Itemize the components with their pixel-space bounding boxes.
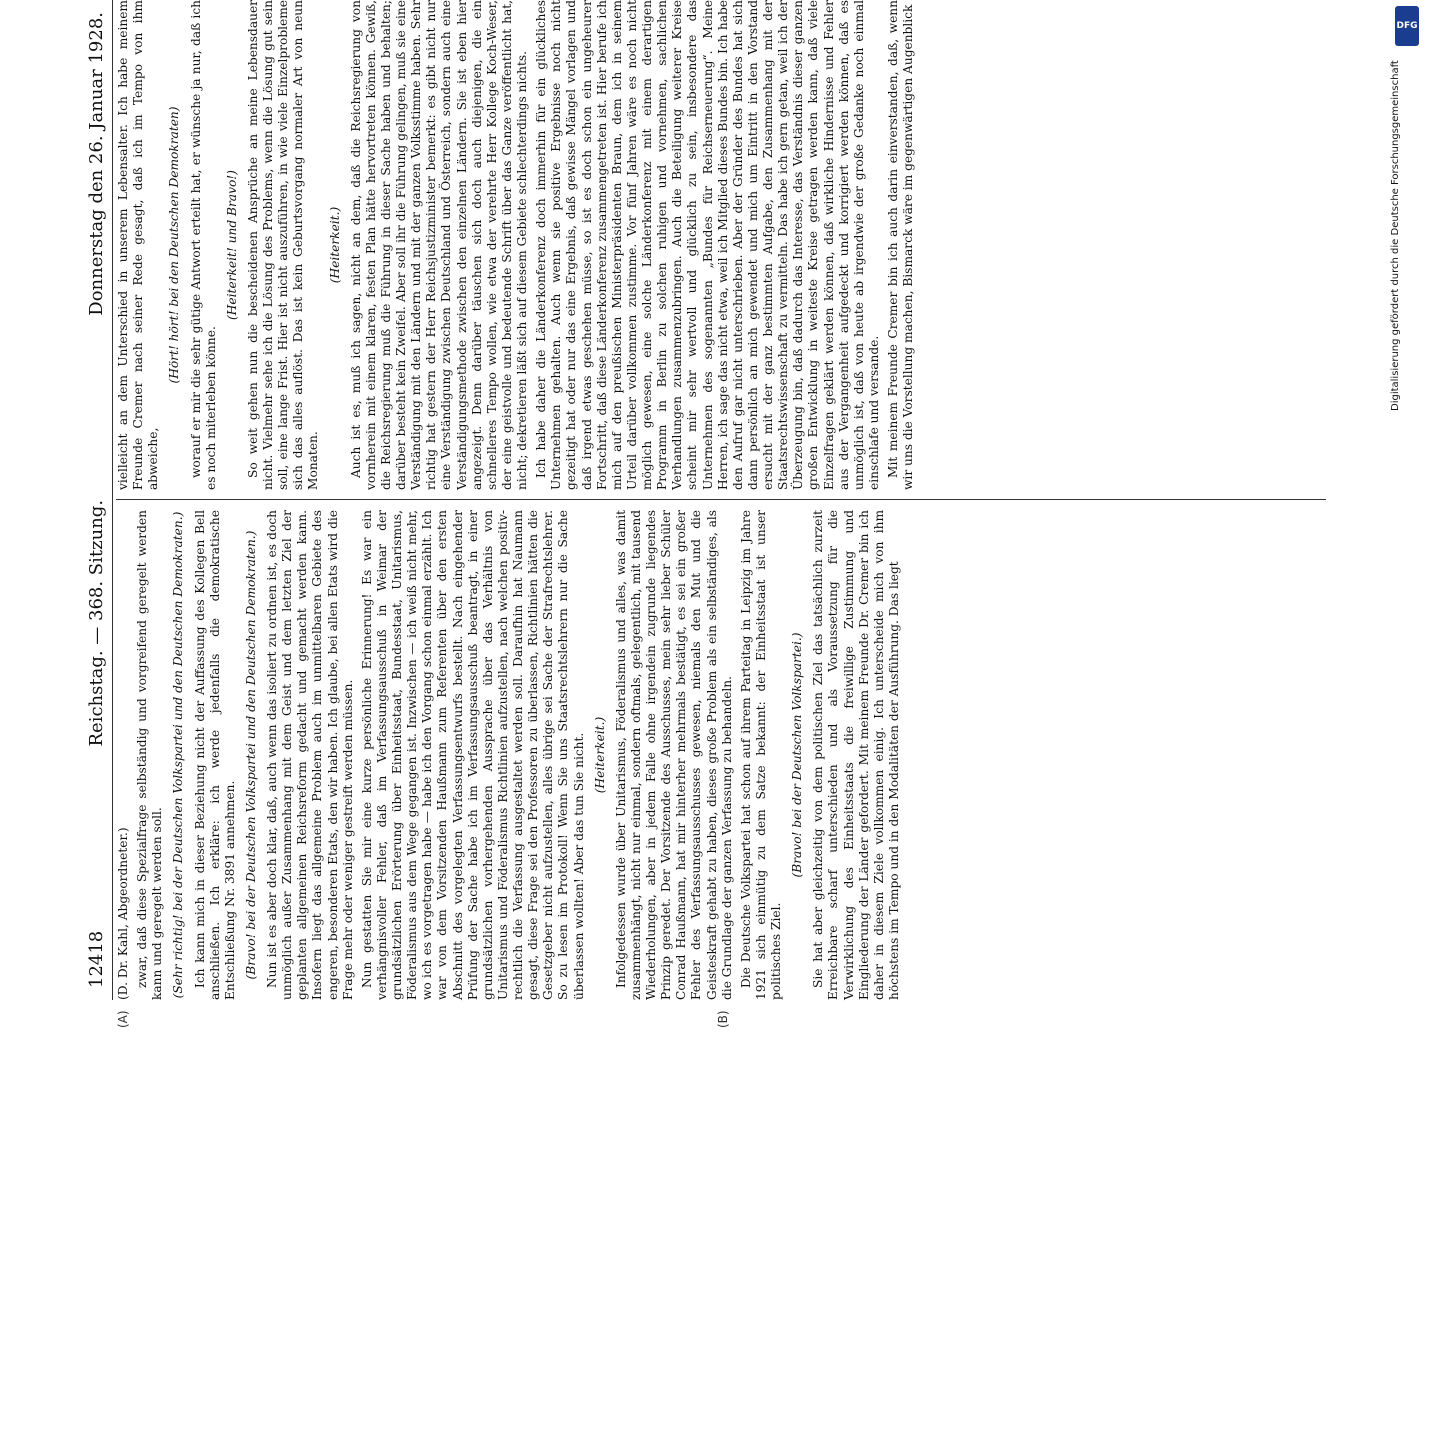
column-divider [116,499,1326,500]
margin-marker-a: (A) [116,1010,130,1028]
paragraph: Nun ist es aber doch klar, daß, auch wenn das isoliert zu ordnen ist, es doch unmöglich außer Zusammenhang mit dem Geist und dem letzten Ziel der geplanten allgemeinen Reichsreform gedacht und gemacht werden kann. Insofern liegt das allgemeine Problem auch im unmittelbaren Gebiete des engeren, besonderen Etats, den wir haben. Ich glaube, bei allen Etats wird die Frage mehr oder weniger gestreift werden müssen. [265,510,355,1000]
interjection: (Bravo! bei der Deutschen Volkspartei und den Deutschen Demokraten.) [243,530,258,980]
paragraph: Infolgedessen wurde über Unitarismus, Föderalismus und alles, was damit zusammenhängt, nicht nur einmal, sondern oftmals, gelegentlich, mit tausend Wiederholungen, aber in jedem Falle ohne irgendein zugrunde liegendes Prinzip geredet. Der Vorsitzende des Ausschusses, mein sehr lieber Schüler Conrad Haußmann, hat mir hinterher mehrmals bestätigt, es sei ein großer Fehler des Verfassungsausschusses gewesen, niemals den Mut und die Geisteskraft gehabt zu haben, dieses große Problem als ein selbständiges, als die Grundlage der ganzen Verfassung zu behandeln. [613,510,734,1000]
session-date: Donnerstag den 26. Januar 1928. [85,12,107,316]
paragraph: So weit gehen nun die bescheidenen Ansprüche an meine Lebensdauer nicht. Vielmehr sehe ich die Lösung des Problems, wenn die Lösung gut sein soll, eine lange Frist. Hier ist nicht auszuführen, in wie viele Einzelprobleme sich das alles auflöst. Das ist kein Geburtsvorgang normaler Art von neun Monaten. [245,0,321,490]
paragraph: Ich kann mich in dieser Beziehung nicht der Auffassung des Kollegen Bell anschließen. Ich erkläre: ich werde jedenfalls die demokratische Entschließung Nr. 3891 annehmen. [192,510,237,1000]
session-title: Reichstag. — 368. Sitzung. [85,499,107,747]
interjection: (Bravo! bei der Deutschen Volkspartei.) [790,632,805,878]
interjection: (Heiterkeit.) [592,716,607,794]
paragraph: Auch ist es, muß ich sagen, nicht an dem, daß die Reichsregierung von vornherein mit einem klaren, festen Plan hätte hervortreten können. Gewiß, die Reichsregierung muß die Führung in dieser Sache haben und behalten; darüber besteht kein Zweifel. Aber soll ihr die Führung gelingen, muß sie eine Verständigung mit den Ländern und mit der ganzen Volksstimme haben. Sehr richtig hat gestern der Herr Reichsjustizminister bemerkt: es gibt nicht nur eine Verständigung zwischen Deutschland und Österreich, sondern auch eine Verständigungsmethode zwischen den einzelnen Ländern. Sie ist eben hier angezeigt. Denn darüber täuschen sich doch auch diejenigen, die ein schnelleres Tempo wollen, wie etwa der verehrte Herr Kollege Koch-Weser, der eine geistvolle und bedeutende Schrift über das Ganze veröffentlicht hat, nicht; dekretieren läßt sich auf diesem Gebiete schlechterdings nichts. [348,0,529,490]
page-number: 12418 [85,930,107,988]
interjection: (Hört! hört! bei den Deutschen Demokraten) [167,106,182,384]
left-column [116,510,1326,1028]
dfg-logo: DFG [1395,6,1419,46]
paragraph: Mit meinem Freunde Cremer bin ich auch darin einverstanden, daß, wenn wir uns die Vorstellung machen, Bismarck wäre im gegenwärtigen Augenblick [886,0,916,490]
two-column-body [116,0,1326,1028]
document-page [80,0,1340,1028]
paragraph: worauf er mir die sehr gütige Antwort erteilt hat, er wünsche ja nur, daß ich es noch miterleben könne. [188,0,218,490]
paragraph: Nun gestatten Sie mir eine kurze persönliche Erinnerung! Es war ein verhängnisvoller Fehler, daß im Verfassungsausschuß in Weimar der grundsätzlichen Erörterung über Einheitsstaat, Bundesstaat, Unitarismus, Föderalismus aus dem Wege gegangen ist. Inzwischen — ich weiß nicht mehr, wo ich es vorgetragen habe — habe ich den Vorgang schon einmal erzählt. Ich war von dem Vorsitzenden Haußmann zum Referenten über den ersten Abschnitt des vorgelegten Verfassungsentwurfs bestellt. Nach eingehender Prüfung der Sache habe ich im Verfassungsausschuß beantragt, in einer grundsätzlichen vorhergehenden Aussprache über das Verhältnis von Unitarismus und Föderalismus Richtlinien aufzustellen, nach welchen positiv-rechtlich die Verfassung ausgestaltet werden soll. Daraufhin hat Naumann gesagt, diese Frage sei den Professoren zu überlassen, Richtlinien hätten die Gesetzgeber nicht aufzustellen, alles übrige sei Sache der Strafrechtslehrer. So zu lesen im Protokoll! Wenn Sie uns Staatsrechtslehrern nur die Sache überlassen wollten! Aber das tun Sie nicht. [359,510,586,1000]
paragraph: zwar, daß diese Spezialfrage selbständig und vorgreifend geregelt werden kann und geregelt werden soll. [135,510,165,1000]
page-header [80,0,113,1000]
digitization-notice: Digitalisierung gefördert durch die Deutsche Forschungsgemeinschaft [1390,60,1401,411]
right-column [116,0,1326,490]
speaker-line: (D. Dr. Kahl, Abgeordneter.) [116,827,130,1000]
interjection: (Sehr richtig! bei der Deutschen Volkspartei und den Deutschen Demokraten.) [171,511,186,999]
paragraph: Die Deutsche Volkspartei hat schon auf ihrem Parteitag in Leipzig im Jahre 1921 sich einmütig zu dem Satze bekannt: der Einheitsstaat ist unser politisches Ziel. [738,510,783,1000]
paragraph: Ich habe daher die Länderkonferenz doch immerhin für ein glückliches Unternehmen gehalten. Auch wenn sie positive Ergebnisse noch nicht gezeitigt hat oder nur das eine Ergebnis, daß gewisse Mängel vorlagen und daß irgend etwas geschehen müsse, so ist es doch schon ein ungeheurer Fortschritt, daß diese Länderkonferenz zusammengetreten ist. Hier berufe ich mich auf den preußischen Ministerpräsidenten Braun, dem ich in seinem Urteil darüber vollkommen zustimme. Vor fünf Jahren wäre es noch nicht möglich gewesen, eine solche Länderkonferenz mit einem derartigen Programm in Berlin zu solchen ruhigen und vornehmen, sachlichen Verhandlungen zusammenzubringen. Auch die Beteiligung weiterer Kreise scheint mir sehr wertvoll und glücklich zu sein, insbesondere das Unternehmen des sogenannten „Bundes für Reichserneuerung“. Meine Herren, ich sage das nicht etwa, weil ich Mitglied dieses Bundes bin. Ich habe den Aufruf gar nicht unterschrieben. Aber der Gründer des Bundes hat sich dann persönlich an mich gewendet und mich um Eintritt in den Vorstand ersucht mit der ganz bestimmten Aufgabe, den Zusammenhang mit der Staatsrechtswissenschaft zu vermitteln. Das habe ich gern getan, weil ich der Überzeugung bin, daß dadurch das Interesse, das Verständnis dieser ganzen großen Entwicklung in weiteste Kreise getragen werden kann, daß viele Einzelfragen geklärt werden können, daß wirkliche Hindernisse und Fehler aus der Vergangenheit aufgedeckt und korrigiert werden können, daß es unmöglich ist, daß von heute ab irgendwie der große Gedanke noch einmal einschlafe und versande. [534,0,881,490]
margin-marker-b: (B) [716,1010,730,1028]
interjection: (Heiterkeit.) [327,206,342,284]
paragraph: vielleicht an dem Unterschied in unserem Lebensalter. Ich habe meinem Freunde Cremer nach seiner Rede gesagt, daß ich im Tempo von ihm abweiche, [116,0,161,490]
paragraph: Sie hat aber gleichzeitig von dem politischen Ziel das tatsächlich zurzeit Erreichbare scharf unterschieden und als Voraussetzung für die Verwirklichung des Einheitsstaats die freiwillige Zustimmung und Eingliederung der Länder gefordert. Mit meinem Freunde Dr. Cremer bin ich daher in diesem Ziele vollkommen einig. Ich unterscheide mich von ihm höchstens im Tempo und in den Modalitäten der Ausführung. Das liegt [811,510,901,1000]
scanned-page [80,0,1340,1028]
interjection: (Heiterkeit! und Bravo!) [224,170,239,320]
